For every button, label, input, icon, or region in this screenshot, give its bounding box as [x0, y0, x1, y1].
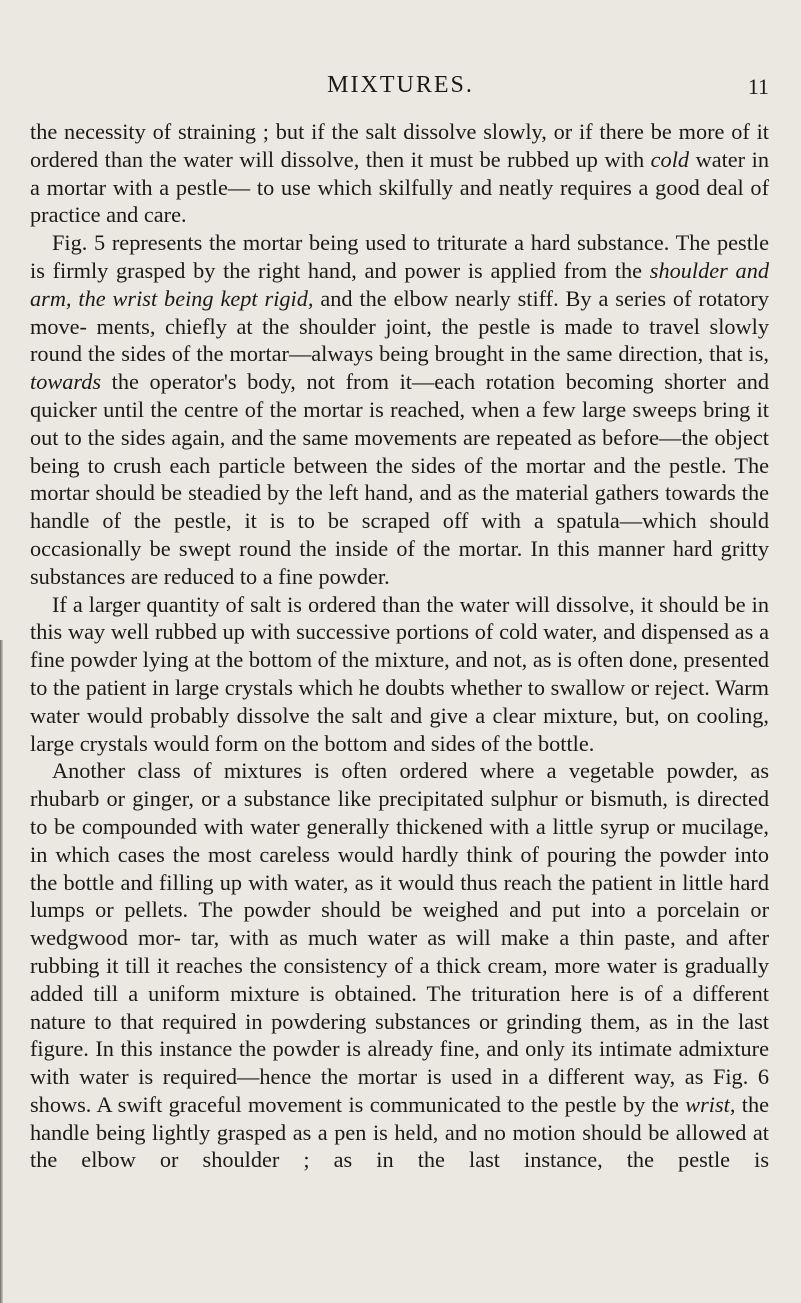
paragraph-2-emphasis-2: towards: [30, 369, 102, 395]
paragraph-4-text: Another class of mixtures is often ordered where a vegetable powder, as rhubarb or ginger, or a substance like precipitated sulphur or bismuth, is directed to be compounded with water generally thickened with a little syrup or mucilage, in which cases the most careless would hardly think of pouring the powder into the bottle and filling up with water, as it would thus reach the patient in little hard lumps or pellets. The powder should be weighed and put into a porcelain or wedgwood mor- tar, with as much water as will make a thin paste, and after rubbing it till it reaches the consistency of a thick cream, more water is gradually added till a uniform mixture is obtained. The trituration here is of a different nature to that required in powdering substances or grinding them, as in the last figure. In this instance the powder is already fine, and only its intimate admixture with water is required—hence the mortar is used in a different way, as Fig. 6 shows. A swift graceful movement is communicated to the pestle by the: [30, 758, 769, 1117]
paragraph-4-emphasis: wrist,: [685, 1091, 736, 1117]
paragraph-1-text-end: water in a mortar with a pestle— to use which skilfully and neatly requires a good deal of practice and care.: [30, 146, 769, 228]
running-title: MIXTURES.: [327, 72, 474, 98]
page-edge-shadow: [0, 640, 3, 1303]
paragraph-3: [30, 591, 769, 758]
paragraph-4-text-end: the handle being lightly grasped as a pen is held, and no motion should be allowed at the elbow or shoulder ; as in the last instance, the pestle is: [30, 1091, 769, 1173]
paragraph-2-text: Fig. 5 represents the mortar being used to triturate a hard substance. The pestle is firmly grasped by the right hand, and power is applied from the: [30, 230, 769, 283]
paragraph-2-text-mid: and the elbow nearly stiff. By a series of rotatory move- ments, chiefly at the shoulder joint, the pestle is made to travel slowly round the sides of the mortar—always being brought in the same direction, that is,: [30, 285, 769, 367]
page-number: 11: [747, 74, 769, 99]
paragraph-3-text: If a larger quantity of salt is ordered than the water will dissolve, it should be in this way well rubbed up with successive portions of cold water, and dispensed as a fine powder lying at the bottom of the mixture, and not, as is often done, presented to the patient in large crystals which he doubts whether to swallow or reject. Warm water would probably dissolve the salt and give a clear mixture, but, on cooling, large crystals would form on the bottom and sides of the bottle.: [30, 591, 769, 756]
paragraph-1: [30, 118, 769, 229]
paragraph-2-text-end: the operator's body, not from it—each rotation becoming shorter and quicker until the centre of the mortar is reached, when a few large sweeps bring it out to the sides again, and the same movements are repeated as before—the object being to crush each particle between the sides of the mortar and the pestle. The mortar should be steadied by the left hand, and as the material gathers towards the handle of the pestle, it is to be scraped off with a spatula—which should occasionally be swept round the inside of the mortar. In this manner hard gritty substances are reduced to a fine powder.: [30, 369, 769, 589]
paragraph-1-emphasis: cold: [650, 146, 690, 172]
paragraph-4: [30, 757, 769, 1174]
paragraph-2: [30, 229, 769, 590]
running-head: [30, 72, 771, 102]
paragraph-1-text: the necessity of straining ; but if the salt dissolve slowly, or if there be more of it ordered than the water will dissolve, then it must be rubbed up with: [30, 119, 769, 172]
body-text: [30, 118, 769, 1174]
paragraph-2-emphasis: shoulder and arm, the wrist being kept rigid,: [30, 257, 769, 311]
